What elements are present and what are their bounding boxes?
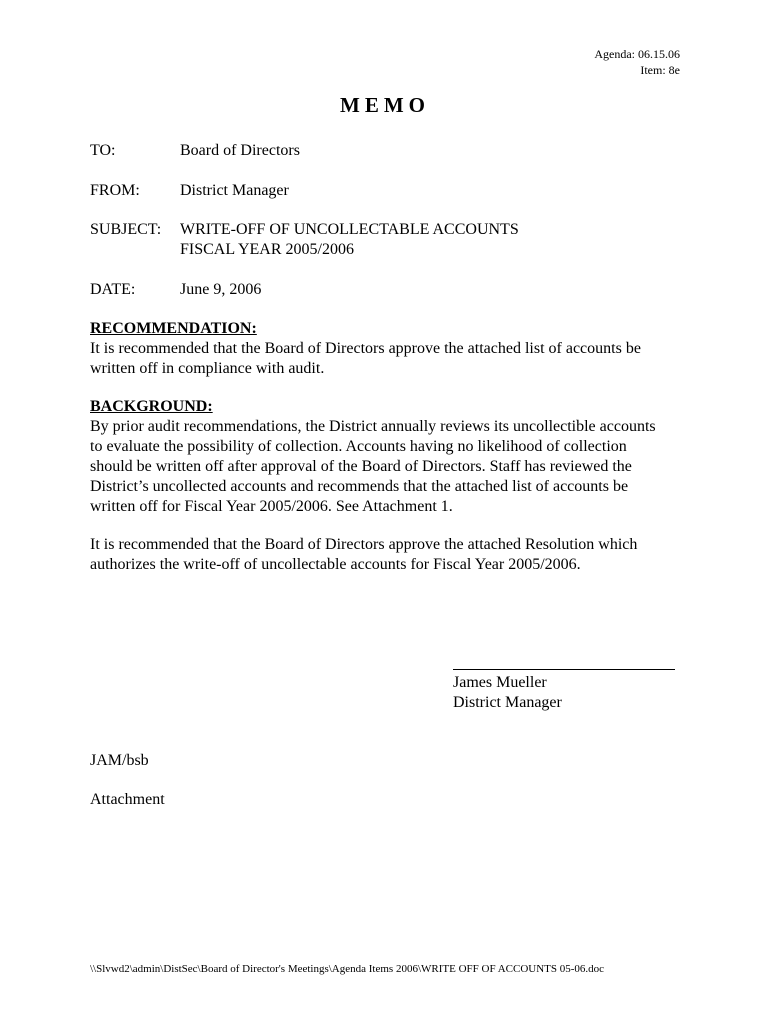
recommendation-line: It is recommended that the Board of Directors approve the attached list of accounts be bbox=[90, 340, 641, 357]
subject-line-1: WRITE-OFF OF UNCOLLECTABLE ACCOUNTS bbox=[180, 221, 519, 238]
signature-block bbox=[453, 673, 562, 713]
resolution-line: authorizes the write-off of uncollectable accounts for Fiscal Year 2005/2006. bbox=[90, 556, 581, 573]
subject-value bbox=[180, 220, 519, 260]
date-label: DATE: bbox=[90, 281, 136, 298]
agenda-item: Item: 8e bbox=[640, 63, 680, 77]
subject-label: SUBJECT: bbox=[90, 221, 162, 238]
background-line: District’s uncollected accounts and recommends that the attached list of accounts be bbox=[90, 478, 629, 495]
recommendation-line: written off in compliance with audit. bbox=[90, 360, 325, 377]
signer-name: James Mueller bbox=[453, 674, 547, 691]
typist-initials: JAM/bsb bbox=[90, 752, 149, 769]
resolution-line: It is recommended that the Board of Directors approve the attached Resolution which bbox=[90, 536, 638, 553]
memo-title: MEMO bbox=[340, 93, 430, 117]
background-line: written off for Fiscal Year 2005/2006. See Attachment 1. bbox=[90, 498, 453, 515]
recommendation-heading: RECOMMENDATION: bbox=[90, 320, 257, 337]
to-value: Board of Directors bbox=[180, 142, 300, 159]
from-label: FROM: bbox=[90, 182, 140, 199]
from-value: District Manager bbox=[180, 182, 289, 199]
date-value: June 9, 2006 bbox=[180, 281, 262, 298]
to-label: TO: bbox=[90, 142, 116, 159]
background-section bbox=[90, 397, 690, 517]
subject-line-2: FISCAL YEAR 2005/2006 bbox=[180, 241, 354, 258]
resolution-paragraph bbox=[90, 535, 690, 575]
agenda-number: Agenda: 06.15.06 bbox=[594, 47, 680, 61]
signer-title: District Manager bbox=[453, 694, 562, 711]
recommendation-section bbox=[90, 319, 690, 379]
background-heading: BACKGROUND: bbox=[90, 398, 213, 415]
signature-line bbox=[453, 669, 675, 670]
background-line: By prior audit recommendations, the District annually reviews its uncollectible accounts bbox=[90, 418, 656, 435]
background-line: to evaluate the possibility of collection. Accounts having no likelihood of collection bbox=[90, 438, 627, 455]
attachment-note: Attachment bbox=[90, 791, 165, 808]
agenda-reference bbox=[594, 46, 680, 78]
background-line: should be written off after approval of the Board of Directors. Staff has reviewed the bbox=[90, 458, 632, 475]
footer-file-path: \\Slvwd2\admin\DistSec\Board of Director's Meetings\Agenda Items 2006\WRITE OFF OF ACCOUNTS 05-06.doc bbox=[90, 963, 605, 975]
